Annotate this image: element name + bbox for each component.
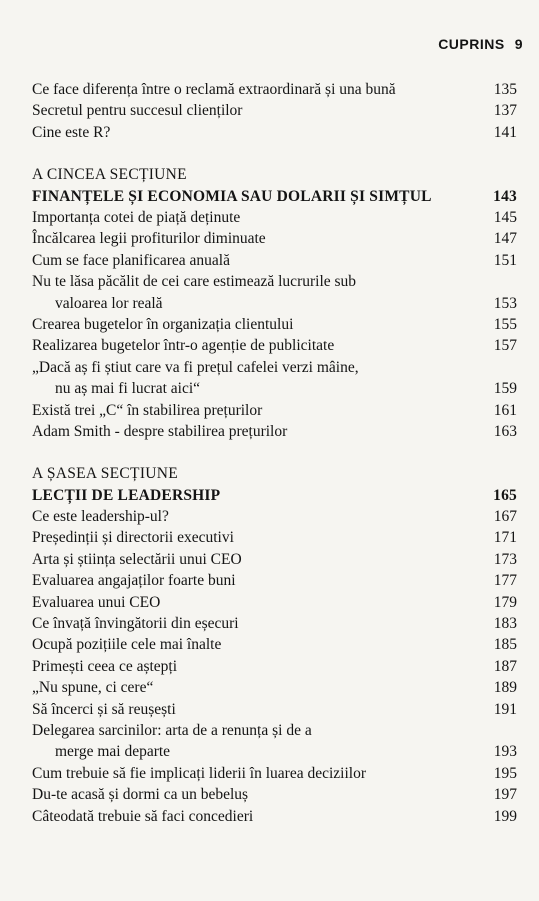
toc-entry xyxy=(32,314,517,335)
toc-entry-page-number: 197 xyxy=(493,786,517,804)
toc-entry xyxy=(32,613,517,634)
toc-entry-title xyxy=(32,506,487,527)
toc-entry-title xyxy=(32,699,487,720)
table-of-contents xyxy=(32,79,517,827)
toc-entry-page-number: 179 xyxy=(493,593,517,611)
toc-entry-title-text: „Dacă aș fi știut care va fi prețul cafelei verzi mâine, xyxy=(32,358,359,376)
toc-entry-title xyxy=(32,400,487,421)
toc-entry-page-number: 195 xyxy=(493,764,517,782)
toc-entry-title-text: Realizarea bugetelor într-o agenție de publicitate xyxy=(32,337,335,355)
toc-entry xyxy=(32,656,517,677)
toc-entry-title xyxy=(32,79,487,100)
toc-entry-title-text: Arta și știința selectării unui CEO xyxy=(32,550,242,568)
toc-entry xyxy=(32,806,517,827)
toc-entry-title-text: „Nu spune, ci cere“ xyxy=(32,679,154,697)
toc-entry-title xyxy=(32,634,487,655)
toc-entry xyxy=(32,763,517,784)
toc-entry-page-number: 147 xyxy=(493,230,517,248)
toc-entry-title-text: Încălcarea legii profiturilor diminuate xyxy=(32,230,266,248)
toc-entry-title-text: Există trei „C“ în stabilirea prețurilor xyxy=(32,401,263,419)
section-title: FINANȚELE ȘI ECONOMIA SAU DOLARII ȘI SIMȚUL xyxy=(32,187,432,205)
toc-entry-title-text: Nu te lăsa păcălit de cei care estimează lucrurile sub xyxy=(32,273,357,291)
header-page-number: 9 xyxy=(514,36,523,52)
toc-entry-title xyxy=(32,335,487,356)
toc-entry xyxy=(32,357,517,400)
section-page-number: 143 xyxy=(493,187,517,205)
toc-entry-page-number: 141 xyxy=(493,123,517,141)
toc-entry-title xyxy=(32,271,487,314)
toc-entry-title-text: Să încerci și să reușești xyxy=(32,700,176,718)
toc-entry-page-number: 159 xyxy=(493,380,517,398)
toc-entry-title-text: Importanța cotei de piață deținute xyxy=(32,208,241,226)
toc-entry xyxy=(32,335,517,356)
toc-entry-title-text: Cum trebuie să fie implicați liderii în luarea deciziilor xyxy=(32,764,366,782)
header-title: CUPRINS xyxy=(438,36,505,52)
toc-entry-page-number: 191 xyxy=(493,700,517,718)
toc-entry-title xyxy=(32,421,487,442)
toc-entry-title-text: Primești ceea ce aștepți xyxy=(32,657,178,675)
toc-entry xyxy=(32,207,517,228)
toc-entry xyxy=(32,527,517,548)
running-header xyxy=(438,36,523,52)
toc-entry xyxy=(32,592,517,613)
toc-entry xyxy=(32,677,517,698)
toc-entry xyxy=(32,699,517,720)
toc-entry-title xyxy=(32,806,487,827)
toc-entry xyxy=(32,634,517,655)
toc-entry-title xyxy=(32,656,487,677)
toc-entry-page-number: 167 xyxy=(493,508,517,526)
toc-entry-title-text: Cine este R? xyxy=(32,123,111,141)
toc-entry-title-text: Cum se face planificarea anuală xyxy=(32,251,230,269)
toc-entry xyxy=(32,79,517,100)
toc-entry-title xyxy=(32,570,487,591)
toc-entry-page-number: 177 xyxy=(493,572,517,590)
toc-entry-page-number: 135 xyxy=(493,81,517,98)
toc-entry-page-number: 161 xyxy=(493,401,517,419)
toc-entry-title-text: Ce face diferența între o reclamă extraordinară și una bună xyxy=(32,81,396,98)
toc-entry-title-text: Ce învață învingătorii din eșecuri xyxy=(32,615,239,633)
toc-entry-page-number: 151 xyxy=(493,251,517,269)
toc-entry-title xyxy=(32,228,487,249)
toc-entry xyxy=(32,122,517,143)
toc-entry-page-number: 183 xyxy=(493,615,517,633)
toc-entry-title xyxy=(32,613,487,634)
toc-entry xyxy=(32,421,517,442)
toc-entry-title xyxy=(32,549,487,570)
toc-entry-page-number: 155 xyxy=(493,315,517,333)
toc-entry-title-continuation: nu aș mai fi lucrat aici“ xyxy=(55,380,201,398)
toc-entry xyxy=(32,720,517,763)
toc-entry-page-number: 145 xyxy=(493,208,517,226)
section-gap xyxy=(32,143,517,164)
section-entries xyxy=(32,207,517,442)
toc-entry-title xyxy=(32,100,487,121)
toc-entry xyxy=(32,570,517,591)
toc-entry-page-number: 171 xyxy=(493,529,517,547)
section-gap xyxy=(32,442,517,463)
toc-entry-title-text: Președinții și directorii executivi xyxy=(32,529,234,547)
toc-entry-title xyxy=(32,677,487,698)
section-entries xyxy=(32,506,517,827)
toc-entry xyxy=(32,400,517,421)
toc-entry-title-text: Ocupă pozițiile cele mai înalte xyxy=(32,636,222,654)
section-title-row xyxy=(32,186,517,207)
toc-group-continued xyxy=(32,79,517,143)
toc-entry-title-text: Delegarea sarcinilor: arta de a renunța și de a xyxy=(32,721,312,739)
toc-entry-title xyxy=(32,357,487,400)
toc-entry-title-text: Crearea bugetelor în organizația clientului xyxy=(32,315,294,333)
toc-entry-title xyxy=(32,592,487,613)
toc-entry-title xyxy=(32,720,487,763)
toc-entry-title-text: Secretul pentru succesul clienților xyxy=(32,102,243,120)
toc-entry-page-number: 185 xyxy=(493,636,517,654)
toc-entry-page-number: 153 xyxy=(493,294,517,312)
toc-entry-title xyxy=(32,250,487,271)
section-page-number: 165 xyxy=(493,486,517,504)
toc-entry-page-number: 199 xyxy=(493,807,517,825)
toc-entry-title-text: Du-te acasă și dormi ca un bebeluș xyxy=(32,786,249,804)
toc-entry-title xyxy=(32,784,487,805)
section-label: A CINCEA SECȚIUNE xyxy=(32,166,187,184)
section-label: A ȘASEA SECȚIUNE xyxy=(32,465,179,483)
toc-entry-title xyxy=(32,122,487,143)
toc-entry-page-number: 157 xyxy=(493,337,517,355)
toc-entry xyxy=(32,549,517,570)
toc-entry-page-number: 187 xyxy=(493,657,517,675)
toc-entry-title xyxy=(32,527,487,548)
toc-entry-page-number: 137 xyxy=(493,102,517,120)
toc-entry-title-text: Ce este leadership-ul? xyxy=(32,508,169,526)
toc-entry xyxy=(32,271,517,314)
toc-entry-page-number: 193 xyxy=(493,743,517,761)
toc-entry-title-continuation: valoarea lor reală xyxy=(55,294,163,312)
toc-entry-title-text: Câteodată trebuie să faci concedieri xyxy=(32,807,254,825)
toc-entry-page-number: 189 xyxy=(493,679,517,697)
toc-entry-title xyxy=(32,207,487,228)
section-title-row xyxy=(32,485,517,506)
toc-entry xyxy=(32,506,517,527)
toc-entry-page-number: 163 xyxy=(493,422,517,440)
toc-entry xyxy=(32,250,517,271)
toc-entry-title-text: Evaluarea unui CEO xyxy=(32,593,161,611)
toc-entry-title xyxy=(32,763,487,784)
toc-entry xyxy=(32,100,517,121)
section-title: LECȚII DE LEADERSHIP xyxy=(32,486,221,504)
toc-entry-title-text: Adam Smith - despre stabilirea prețurilor xyxy=(32,422,288,440)
toc-entry xyxy=(32,784,517,805)
toc-entry-title-continuation: merge mai departe xyxy=(55,743,171,761)
toc-entry-title xyxy=(32,314,487,335)
toc-entry-page-number: 173 xyxy=(493,550,517,568)
toc-entry-title-text: Evaluarea angajaților foarte buni xyxy=(32,572,236,590)
toc-entry xyxy=(32,228,517,249)
